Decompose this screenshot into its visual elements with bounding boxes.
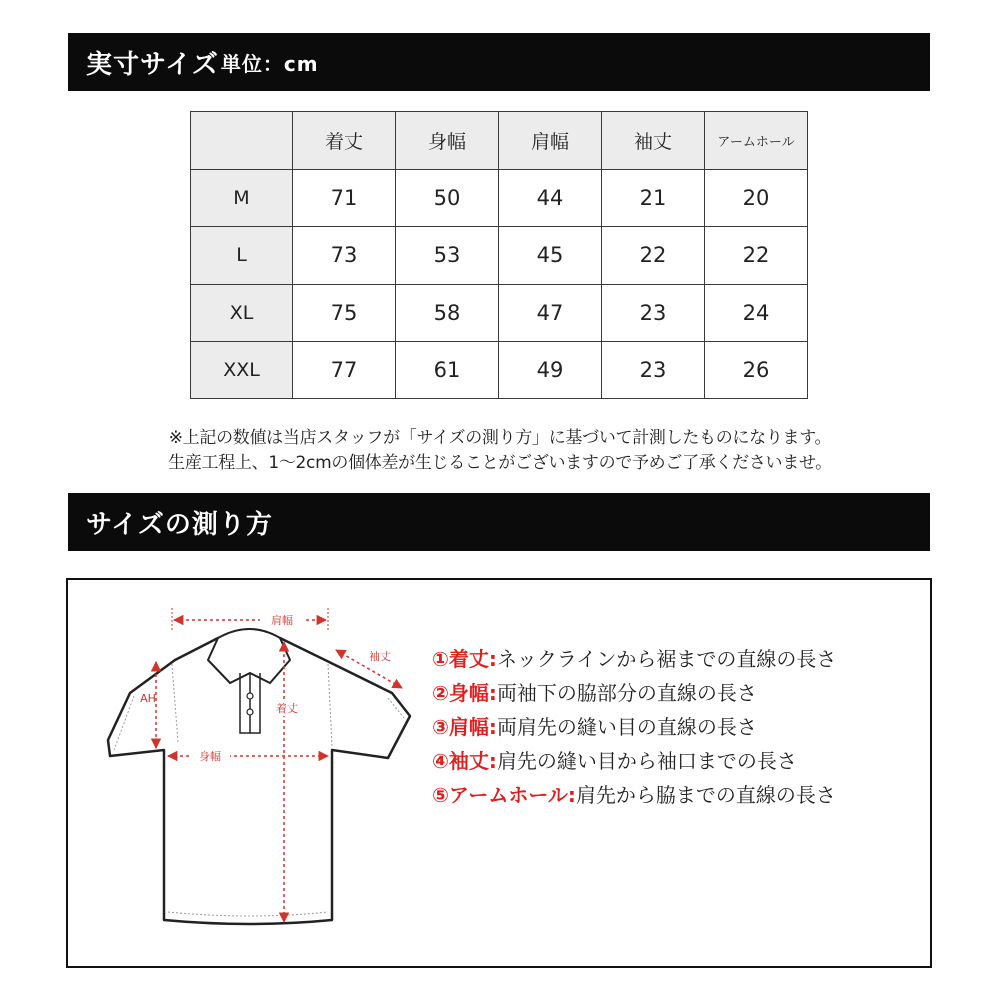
shoulder-width-label: 肩幅 <box>271 614 293 627</box>
table-row <box>191 170 808 227</box>
column-header: アームホール <box>705 112 808 170</box>
table-cell: 23 <box>602 341 705 398</box>
legend-item <box>432 742 836 776</box>
legend-item <box>432 674 836 708</box>
polo-shirt-diagram <box>100 598 430 948</box>
measure-section-header <box>68 493 930 551</box>
legend-desc: ネックラインから裾までの直線の長さ <box>496 646 837 671</box>
row-header-size: L <box>191 227 293 284</box>
legend-desc: 両袖下の脇部分の直線の長さ <box>496 680 757 705</box>
table-corner-cell <box>191 112 293 170</box>
armhole-label: AH <box>140 692 156 705</box>
column-header: 袖丈 <box>602 112 705 170</box>
measurement-note: ※上記の数値は当店スタッフが「サイズの測り方」に基づいて計測したものになります。 <box>168 428 832 448</box>
table-cell: 45 <box>499 227 602 284</box>
table-cell: 75 <box>293 284 396 341</box>
column-header: 身幅 <box>396 112 499 170</box>
table-cell: 61 <box>396 341 499 398</box>
length-label: 着丈 <box>276 702 298 715</box>
column-header: 着丈 <box>293 112 396 170</box>
table-row <box>191 284 808 341</box>
legend-key: ③肩幅: <box>432 714 497 739</box>
table-cell: 73 <box>293 227 396 284</box>
row-header-size: XXL <box>191 341 293 398</box>
table-cell: 77 <box>293 341 396 398</box>
legend-desc: 肩先の縫い目から袖口までの長さ <box>496 748 797 773</box>
legend-key: ②身幅: <box>432 680 497 705</box>
table-header-row <box>191 112 808 170</box>
button-icon <box>247 693 253 699</box>
table-cell: 47 <box>499 284 602 341</box>
legend-key: ①着丈: <box>432 646 497 671</box>
table-cell: 22 <box>705 227 808 284</box>
table-cell: 21 <box>602 170 705 227</box>
body-width-label: 身幅 <box>199 750 221 763</box>
table-cell: 53 <box>396 227 499 284</box>
table-cell: 24 <box>705 284 808 341</box>
table-cell: 26 <box>705 341 808 398</box>
legend-item <box>432 640 836 674</box>
table-row <box>191 341 808 398</box>
table-cell: 71 <box>293 170 396 227</box>
column-header: 肩幅 <box>499 112 602 170</box>
table-row <box>191 227 808 284</box>
table-cell: 58 <box>396 284 499 341</box>
table-cell: 20 <box>705 170 808 227</box>
legend-item <box>432 708 836 742</box>
legend-item <box>432 776 836 810</box>
legend-key: ④袖丈: <box>432 748 497 773</box>
measurement-legend <box>432 640 836 810</box>
row-header-size: XL <box>191 284 293 341</box>
table-cell: 49 <box>499 341 602 398</box>
variance-note: 生産工程上、1〜2cmの個体差が生じることがございますので予めご了承くださいませ。 <box>168 453 832 473</box>
table-cell: 44 <box>499 170 602 227</box>
legend-key: ⑤アームホール: <box>432 782 576 807</box>
legend-desc: 肩先から脇までの直線の長さ <box>575 782 836 807</box>
size-table <box>190 111 808 399</box>
size-section-header <box>68 33 930 91</box>
legend-desc: 両肩先の縫い目の直線の長さ <box>496 714 757 739</box>
table-cell: 23 <box>602 284 705 341</box>
unit-label: 単位：cm <box>220 51 319 76</box>
row-header-size: M <box>191 170 293 227</box>
button-icon <box>247 709 253 715</box>
measure-section-title: サイズの測り方 <box>86 509 273 540</box>
sleeve-length-label: 袖丈 <box>369 650 391 663</box>
shirt-outline <box>108 638 410 924</box>
size-section-title: 実寸サイズ <box>86 49 219 80</box>
table-cell: 22 <box>602 227 705 284</box>
table-cell: 50 <box>396 170 499 227</box>
